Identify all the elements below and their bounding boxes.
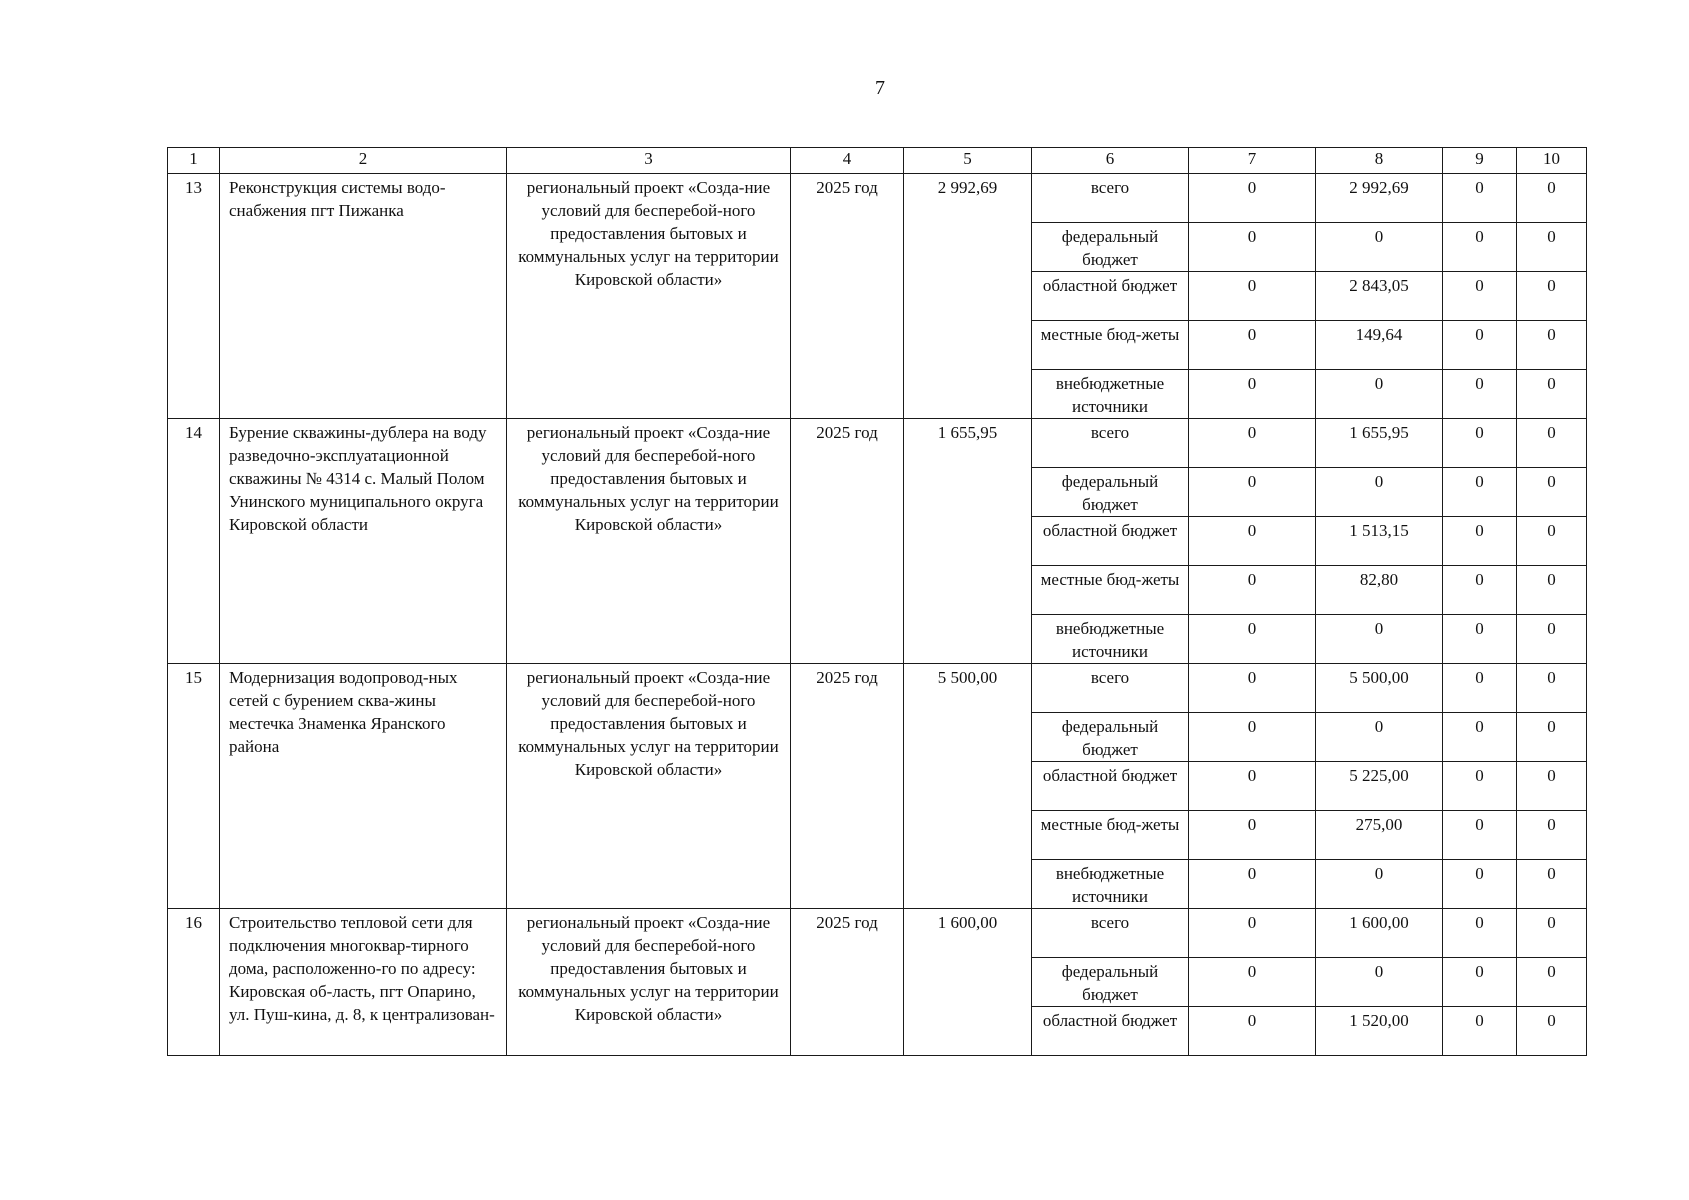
funding-source: местные бюд-жеты [1032,566,1189,615]
value-col10: 0 [1517,762,1587,811]
header-row [168,148,1587,174]
value-col9: 0 [1443,321,1517,370]
value-col10: 0 [1517,713,1587,762]
table-row [168,419,1587,468]
project-name: региональный проект «Созда-ние условий для бесперебой-ного предоставления бытовых и коммунальных услуг на территории Кировской области» [507,909,791,1056]
funding-source: федеральный бюджет [1032,958,1189,1007]
total-cell: 1 655,95 [904,419,1032,664]
funding-source: областной бюджет [1032,517,1189,566]
value-col9: 0 [1443,1007,1517,1056]
total-cell: 1 600,00 [904,909,1032,1056]
value-col9: 0 [1443,223,1517,272]
value-col9: 0 [1443,664,1517,713]
value-col8: 5 225,00 [1316,762,1443,811]
value-col9: 0 [1443,811,1517,860]
row-number: 13 [168,174,220,419]
value-col10: 0 [1517,909,1587,958]
header-cell: 3 [507,148,791,174]
funding-source: областной бюджет [1032,272,1189,321]
value-col7: 0 [1189,664,1316,713]
value-col9: 0 [1443,517,1517,566]
value-col7: 0 [1189,762,1316,811]
value-col7: 0 [1189,713,1316,762]
value-col8: 0 [1316,370,1443,419]
funding-source: федеральный бюджет [1032,468,1189,517]
value-col9: 0 [1443,909,1517,958]
value-col7: 0 [1189,223,1316,272]
table-row [168,664,1587,713]
header-cell: 5 [904,148,1032,174]
value-col8: 5 500,00 [1316,664,1443,713]
row-number: 14 [168,419,220,664]
year-cell: 2025 год [791,419,904,664]
year-cell: 2025 год [791,174,904,419]
value-col9: 0 [1443,566,1517,615]
value-col10: 0 [1517,566,1587,615]
value-col7: 0 [1189,811,1316,860]
header-cell: 2 [220,148,507,174]
value-col10: 0 [1517,958,1587,1007]
funding-source: внебюджетные источники [1032,615,1189,664]
value-col8: 1 655,95 [1316,419,1443,468]
header-cell: 7 [1189,148,1316,174]
value-col10: 0 [1517,860,1587,909]
funding-source: всего [1032,419,1189,468]
funding-table [167,147,1587,1056]
value-col8: 275,00 [1316,811,1443,860]
value-col8: 1 600,00 [1316,909,1443,958]
value-col7: 0 [1189,958,1316,1007]
total-cell: 2 992,69 [904,174,1032,419]
value-col9: 0 [1443,468,1517,517]
value-col8: 1 513,15 [1316,517,1443,566]
funding-source: всего [1032,909,1189,958]
measure-name: Бурение скважины-дублера на воду разведочно-эксплуатационной скважины № 4314 с. Малый Полом Унинского муниципального округа Кировской области [220,419,507,664]
value-col8: 0 [1316,468,1443,517]
value-col8: 0 [1316,958,1443,1007]
measure-name: Строительство тепловой сети для подключения многоквар-тирного дома, расположенно-го по адресу: Кировская об-ласть, пгт Опарино, ул. Пуш-кина, д. 8, к централизован- [220,909,507,1056]
header-cell: 6 [1032,148,1189,174]
row-number: 15 [168,664,220,909]
table-row [168,909,1587,958]
header-cell: 4 [791,148,904,174]
value-col8: 0 [1316,615,1443,664]
value-col7: 0 [1189,566,1316,615]
value-col9: 0 [1443,174,1517,223]
value-col7: 0 [1189,370,1316,419]
value-col7: 0 [1189,272,1316,321]
value-col9: 0 [1443,272,1517,321]
project-name: региональный проект «Созда-ние условий для бесперебой-ного предоставления бытовых и коммунальных услуг на территории Кировской области» [507,174,791,419]
value-col7: 0 [1189,909,1316,958]
value-col10: 0 [1517,615,1587,664]
value-col10: 0 [1517,419,1587,468]
value-col7: 0 [1189,321,1316,370]
funding-source: местные бюд-жеты [1032,321,1189,370]
value-col7: 0 [1189,860,1316,909]
measure-name: Модернизация водопровод-ных сетей с бурением сква-жины местечка Знаменка Яранского района [220,664,507,909]
value-col9: 0 [1443,762,1517,811]
value-col7: 0 [1189,615,1316,664]
funding-source: областной бюджет [1032,1007,1189,1056]
value-col10: 0 [1517,370,1587,419]
value-col9: 0 [1443,419,1517,468]
project-name: региональный проект «Созда-ние условий для бесперебой-ного предоставления бытовых и коммунальных услуг на территории Кировской области» [507,664,791,909]
funding-source: всего [1032,664,1189,713]
table-row [168,174,1587,223]
value-col8: 2 992,69 [1316,174,1443,223]
page-number: 7 [875,77,885,99]
funding-source: всего [1032,174,1189,223]
value-col8: 2 843,05 [1316,272,1443,321]
value-col8: 1 520,00 [1316,1007,1443,1056]
value-col8: 149,64 [1316,321,1443,370]
value-col7: 0 [1189,517,1316,566]
value-col8: 0 [1316,860,1443,909]
value-col7: 0 [1189,174,1316,223]
value-col10: 0 [1517,223,1587,272]
funding-source: федеральный бюджет [1032,223,1189,272]
year-cell: 2025 год [791,664,904,909]
value-col10: 0 [1517,272,1587,321]
project-name: региональный проект «Созда-ние условий для бесперебой-ного предоставления бытовых и коммунальных услуг на территории Кировской области» [507,419,791,664]
value-col10: 0 [1517,664,1587,713]
header-cell: 8 [1316,148,1443,174]
value-col9: 0 [1443,370,1517,419]
value-col10: 0 [1517,1007,1587,1056]
header-cell: 10 [1517,148,1587,174]
funding-source: местные бюд-жеты [1032,811,1189,860]
header-cell: 9 [1443,148,1517,174]
value-col10: 0 [1517,174,1587,223]
funding-source: внебюджетные источники [1032,370,1189,419]
value-col7: 0 [1189,1007,1316,1056]
value-col7: 0 [1189,468,1316,517]
value-col10: 0 [1517,517,1587,566]
value-col7: 0 [1189,419,1316,468]
value-col10: 0 [1517,468,1587,517]
measure-name: Реконструкция системы водо-снабжения пгт Пижанка [220,174,507,419]
value-col8: 0 [1316,223,1443,272]
value-col8: 0 [1316,713,1443,762]
value-col8: 82,80 [1316,566,1443,615]
value-col10: 0 [1517,811,1587,860]
funding-source: федеральный бюджет [1032,713,1189,762]
value-col9: 0 [1443,958,1517,1007]
funding-source: областной бюджет [1032,762,1189,811]
funding-source: внебюджетные источники [1032,860,1189,909]
year-cell: 2025 год [791,909,904,1056]
value-col10: 0 [1517,321,1587,370]
value-col9: 0 [1443,860,1517,909]
value-col9: 0 [1443,713,1517,762]
value-col9: 0 [1443,615,1517,664]
total-cell: 5 500,00 [904,664,1032,909]
header-cell: 1 [168,148,220,174]
row-number: 16 [168,909,220,1056]
